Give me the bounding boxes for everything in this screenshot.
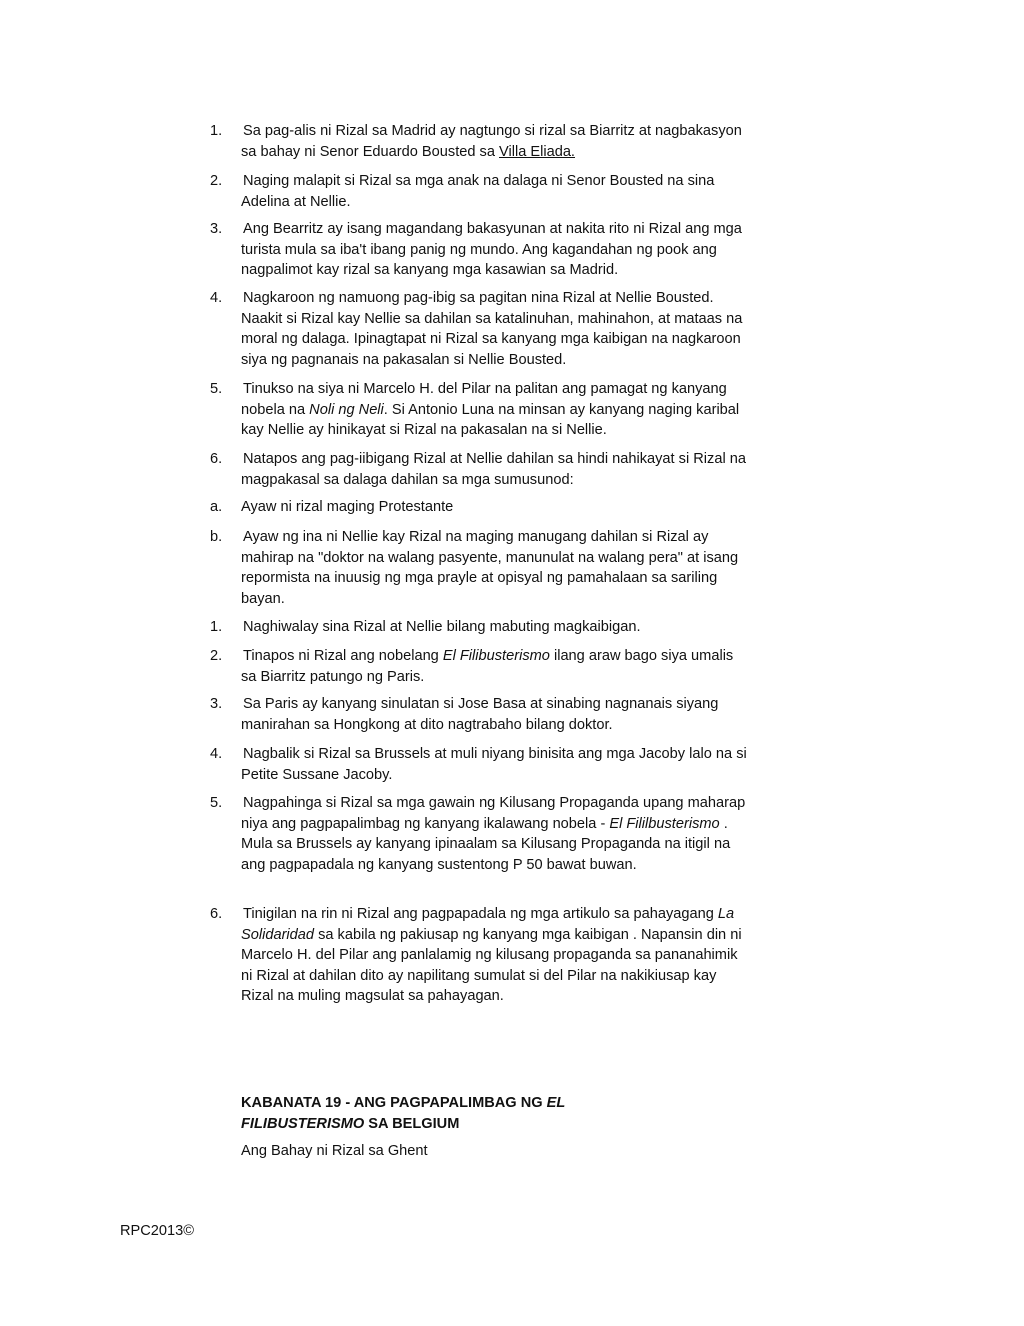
chapter-subheading: Ang Bahay ni Rizal sa Ghent <box>241 1143 428 1159</box>
list-item-text: Tinigilan na rin ni Rizal ang pagpapadala ng mga artikulo sa pahayagang La Solidaridad sa kabila ng pakiusap ng kanyang mga kaibigan . Napansin din ni Marcelo H. del Pilar ang panlalamig ng kilusang propaganda sa pananahimik ni Rizal at dahilan dito ay napilitang sumulat si del Pilar na nakikiusap kay Rizal na muling magsulat sa pahayagan. <box>241 906 742 1004</box>
italic-title: La Solidaridad <box>241 906 735 943</box>
list-item <box>210 744 750 785</box>
list-marker: 2. <box>210 648 223 664</box>
list-marker: 6. <box>210 451 223 467</box>
list-marker: 5. <box>210 795 223 811</box>
list-marker: 4. <box>210 290 223 306</box>
list-marker: b. <box>210 529 223 545</box>
list-item-text: Ayaw ni rizal maging Protestante <box>241 499 454 515</box>
list-marker: 1. <box>210 123 223 139</box>
list-item-text: Naghiwalay sina Rizal at Nellie bilang mabuting magkaibigan. <box>243 619 641 635</box>
list-item-text: Nagkaroon ng namuong pag-ibig sa pagitan nina Rizal at Nellie Bousted. Naakit si Rizal kay Nellie sa dahilan sa katalinuhan, mahinahon, at mataas na moral ng dalaga. Ipinagtapat ni Rizal sa kanyang mga kaibigan na nagkaroon siya ng pagnanais na pakasalan si Nellie Bousted. <box>241 290 743 368</box>
list-item-text: Tinapos ni Rizal ang nobelang El Filibusterismo ilang araw bago siya umalis sa Biarritz patungo ng Paris. <box>241 648 734 685</box>
list-item <box>210 793 750 875</box>
list-item <box>210 527 750 609</box>
list-item <box>210 219 750 281</box>
italic-title: Noli ng Neli <box>309 401 384 418</box>
list-marker: 3. <box>210 696 223 712</box>
list-marker: 4. <box>210 746 223 762</box>
list-item <box>210 449 750 490</box>
villa-eliada-link[interactable]: Villa Eliada. <box>499 143 575 160</box>
list-item-text: Ayaw ng ina ni Nellie kay Rizal na maging manugang dahilan si Rizal ay mahirap na "doktor na walang pasyente, manunulat na walang pera" at isang repormista na inuusig ng mga prayle at opisyal ng pamahalaan sa sariling bayan. <box>241 529 739 607</box>
list-item <box>210 617 750 638</box>
list-marker: a. <box>210 499 223 515</box>
list-item <box>210 288 750 370</box>
list-marker: 6. <box>210 906 223 922</box>
list-item <box>210 904 750 1007</box>
italic-title: El Filibusterismo <box>442 648 550 664</box>
italic-title: El Fililbusterismo <box>609 815 720 832</box>
list-item <box>210 646 750 687</box>
list-item <box>210 497 750 518</box>
list-item <box>210 379 750 441</box>
list-item-text: Sa pag-alis ni Rizal sa Madrid ay nagtungo si rizal sa Biarritz at nagbakasyon sa bahay ni Senor Eduardo Bousted sa Villa Eliada. <box>241 123 742 160</box>
list-item-text: Ang Bearritz ay isang magandang bakasyunan at nakita rito ni Rizal ang mga turista mula sa iba't ibang panig ng mundo. Ang kagandahan ng pook ang nagpalimot kay rizal sa kanyang mga kasawian sa Madrid. <box>241 221 742 278</box>
list-item <box>210 121 750 162</box>
list-item-text: Natapos ang pag-iibigang Rizal at Nellie dahilan sa hindi nahikayat si Rizal na magpakasal sa dalaga dahilan sa mga sumusunod: <box>241 451 746 488</box>
list-item <box>210 171 750 212</box>
list-item-text: Naging malapit si Rizal sa mga anak na dalaga ni Senor Bousted na sina Adelina at Nellie. <box>241 173 715 210</box>
list-marker: 5. <box>210 381 223 397</box>
page-footer: RPC2013© <box>120 1223 195 1239</box>
list-marker: 3. <box>210 221 223 237</box>
list-marker: 2. <box>210 173 223 189</box>
list-item-text: Nagpahinga si Rizal sa mga gawain ng Kilusang Propaganda upang maharap niya ang pagpapalimbag ng kanyang ikalawang nobela - El Fililbusterismo . Mula sa Brussels ay kanyang ipinaalam sa Kilusang Propaganda na itigil na ang pagpapadala ng kanyang sustentong P 50 bawat buwan. <box>241 795 746 873</box>
list-item-text: Sa Paris ay kanyang sinulatan si Jose Basa at sinabing nagnanais siyang manirahan sa Hongkong at dito nagtrabaho bilang doktor. <box>241 696 719 733</box>
list-marker: 1. <box>210 619 223 635</box>
list-item <box>210 694 750 735</box>
list-item-text: Tinukso na siya ni Marcelo H. del Pilar na palitan ang pamagat ng kanyang nobela na Noli ng Neli. Si Antonio Luna na minsan ay kanyang naging karibal kay Nellie ay hinikayat si Rizal na pakasalan na si Nellie. <box>241 381 740 438</box>
list-item-text: Nagbalik si Rizal sa Brussels at muli niyang binisita ang mga Jacoby lalo na si Petite Sussane Jacoby. <box>241 746 747 783</box>
chapter-heading: KABANATA 19 - ANG PAGPAPALIMBAG NG EL FILIBUSTERISMO SA BELGIUM <box>241 1095 566 1132</box>
